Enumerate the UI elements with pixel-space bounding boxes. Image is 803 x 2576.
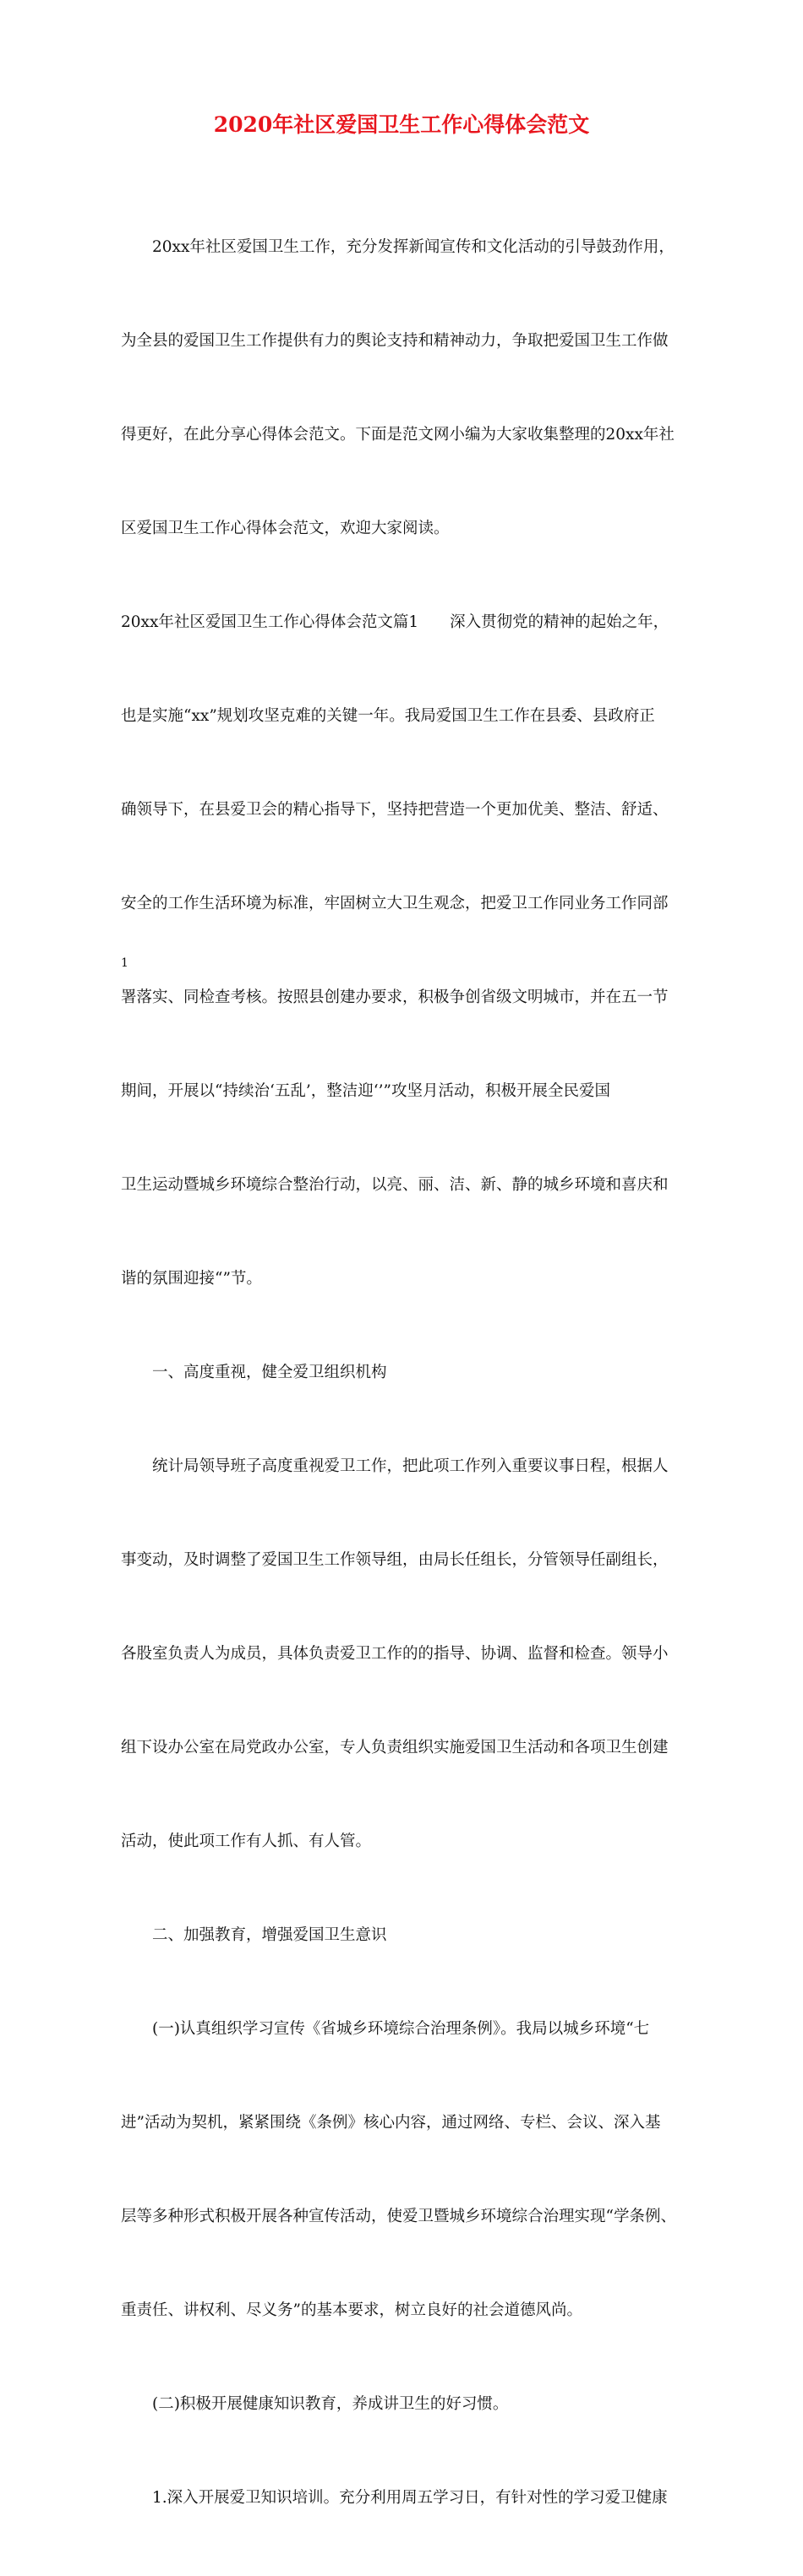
text-line: 为全县的爱国卫生工作提供有力的舆论支持和精神动力，争取把爱国卫生工作做 <box>121 332 669 350</box>
text-line: 活动，使此项工作有人抓、有人管。 <box>121 1833 372 1850</box>
text-line: 署落实、同检查考核。按照县创建办要求，积极争创省级文明城市，并在五一节 <box>121 988 669 1006</box>
document-body <box>121 169 687 2576</box>
text-line: (二)积极开展健康知识教育，养成讲卫生的好习惯。 <box>152 2395 509 2413</box>
text-line: 重责任、讲权利、尽义务”的基本要求，树立良好的社会道德风尚。 <box>121 2301 582 2319</box>
text-line: 20xx年社区爱国卫生工作心得体会范文篇1 深入贯彻党的精神的起始之年， <box>121 613 669 631</box>
text-line: 统计局领导班子高度重视爱卫工作，把此项工作列入重要议事日程，根据人 <box>152 1457 669 1475</box>
text-line: 卫生运动暨城乡环境综合整治行动，以亮、丽、洁、新、静的城乡环境和喜庆和 <box>121 1176 669 1194</box>
section-heading: 一、高度重视，健全爱卫组织机构 <box>152 1364 387 1381</box>
text-line: 层等多种形式积极开展各种宣传活动，使爱卫暨城乡环境综合治理实现“学条例、 <box>121 2208 676 2225</box>
document-title: 2020年社区爱国卫生工作心得体会范文 <box>213 112 590 137</box>
text-line: 确领导下，在县爱卫会的精心指导下，坚持把营造一个更加优美、整洁、舒适、 <box>121 801 669 819</box>
text-line: 20xx年社区爱国卫生工作，充分发挥新闻宣传和文化活动的引导鼓劲作用， <box>152 238 675 256</box>
text-line: 安全的工作生活环境为标准，牢固树立大卫生观念，把爱卫工作同业务工作同部 <box>121 895 669 912</box>
text-line: 1.深入开展爱卫知识培训。充分利用周五学习日，有针对性的学习爱卫健康 <box>152 2489 668 2507</box>
text-line: 期间，开展以“持续治‘五乱’，整洁迎‘’”攻坚月活动，积极开展全民爱国 <box>121 1082 610 1100</box>
text-line: 事变动，及时调整了爱国卫生工作领导组，由局长任组长，分管领导任副组长， <box>121 1551 669 1569</box>
text-line: 得更好，在此分享心得体会范文。下面是范文网小编为大家收集整理的20xx年社 <box>121 426 675 444</box>
text-line: 区爱国卫生工作心得体会范文，欢迎大家阅读。 <box>121 520 450 537</box>
text-line: 组下设办公室在局党政办公室，专人负责组织实施爱国卫生活动和各项卫生创建 <box>121 1739 669 1756</box>
text-line: 谐的氛围迎接“”节。 <box>121 1270 262 1288</box>
text-line: 进”活动为契机，紧紧围绕《条例》核心内容，通过网络、专栏、会议、深入基 <box>121 2114 661 2132</box>
text-line: (一)认真组织学习宣传《省城乡环境综合治理条例》。我局以城乡环境“七 <box>152 2020 650 2038</box>
text-line: 也是实施“xx”规划攻坚克难的关键一年。我局爱国卫生工作在县委、县政府正 <box>121 707 655 725</box>
text-line: 各股室负责人为成员，具体负责爱卫工作的的指导、协调、监督和检查。领导小 <box>121 1645 669 1663</box>
page-number: 1 <box>121 956 128 970</box>
section-heading: 二、加强教育，增强爱国卫生意识 <box>152 1926 387 1944</box>
